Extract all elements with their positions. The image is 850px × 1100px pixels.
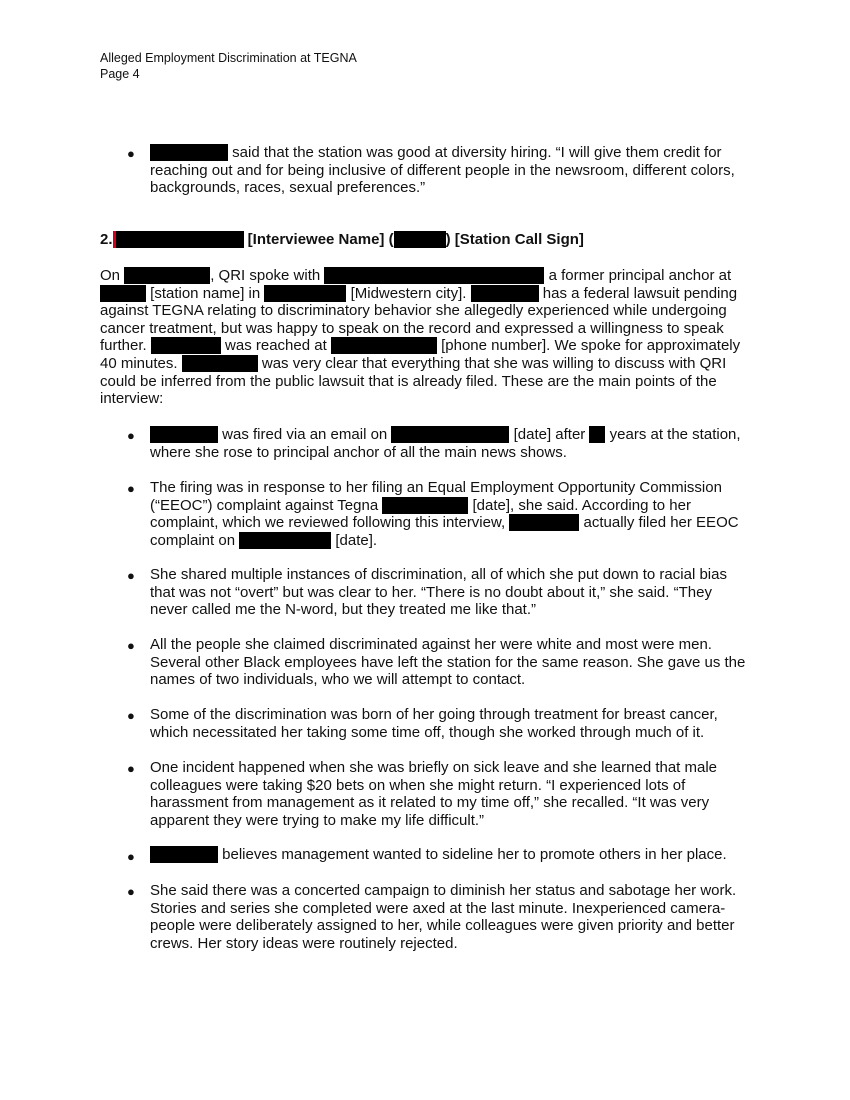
redaction-box [150,846,218,863]
interview-paragraph: On , QRI spoke with a former principal anchor at [station name] in [Midwestern city]. has a federal lawsuit pending against TEGNA relating to discriminatory behavior she allegedly experienced while undergoing cancer treatment, but was happy to speak on the record and expressed a willingness to speak further. was reached at [phone number]. We spoke for approximately 40 minutes. was very clear that everything that she was willing to discuss with QRI could be inferred from the public lawsuit that is already filed. These are the main points of the interview: [100,267,741,408]
interviewee-name-label: [Interviewee Name] ( [243,231,394,248]
list-item: She shared multiple instances of discrimination, all of which she put down to racial bias that was not “overt” but was clear to her. “There is no doubt about it,” she said. “They never called me the N-word, but they treated me like that.” [150,566,727,619]
list-item: All the people she claimed discriminated against her were white and most were men. Several other Black employees have left the station for the same reason. She gave us the names of two individuals, who we will attempt to contact. [150,636,746,689]
redaction-box [324,267,544,284]
bullet-marker: ● [127,708,135,723]
redaction-box [100,285,146,302]
redaction-box [509,514,579,531]
redaction-box [116,231,244,248]
bullet-marker: ● [127,884,135,899]
redaction-box [589,426,605,443]
redaction-box [391,426,509,443]
page-number: Page 4 [100,67,140,81]
redaction-box [394,231,446,248]
redaction-box [182,355,258,372]
section-heading [100,231,584,249]
redaction-box [239,532,331,549]
list-item: One incident happened when she was briefly on sick leave and she learned that male colleagues were taking $20 bets on when she might return. “I experienced lots of harassment from management as it related to my time off,” she recalled. “It was very apparent they were trying to make my life difficult.” [150,759,718,829]
list-item: believes management wanted to sideline her to promote others in her place. [150,846,753,864]
list-item: was fired via an email on [date] after years at the station, where she rose to principal anchor of all the main news shows. [150,426,741,461]
intro-bullet-text: said that the station was good at diversity hiring. “I will give them credit for reaching out and for being inclusive of different people in the newsroom, different colors, backgrounds, races, sexual preferences.” [150,144,735,197]
document-title: Alleged Employment Discrimination at TEGNA [100,51,357,65]
bullet-marker: ● [127,761,135,776]
redaction-box [150,426,218,443]
redaction-box [124,267,210,284]
list-item: She said there was a concerted campaign to diminish her status and sabotage her work. Stories and series she completed were axed at the last minute. Inexperienced camera-people were deliberately assigned to her, while colleagues were given priority and better crews. Her story ideas were routinely rejected. [150,882,737,952]
page-header [100,50,357,82]
bullet-marker: ● [127,568,135,583]
list-item: The firing was in response to her filing an Equal Employment Opportunity Commission (“EEOC”) complaint against Tegna [date], she said. According to her complaint, which we reviewed following this interview, actually filed her EEOC complaint on [date]. [150,479,739,549]
redaction-box [150,144,228,161]
redaction-box [382,497,468,514]
bullet-marker: ● [127,146,135,161]
bullet-marker: ● [127,849,135,864]
redaction-box [331,337,437,354]
list-item: Some of the discrimination was born of her going through treatment for breast cancer, which necessitated her taking some time off, though she worked through much of it. [150,706,718,741]
redaction-box [151,337,221,354]
section-number: 2. [100,231,113,248]
bullet-marker: ● [127,481,135,496]
station-call-sign-label: ) [Station Call Sign] [445,231,584,248]
bullet-marker: ● [127,638,135,653]
bullet-marker: ● [127,428,135,443]
redaction-box [471,285,539,302]
redaction-box [264,285,346,302]
